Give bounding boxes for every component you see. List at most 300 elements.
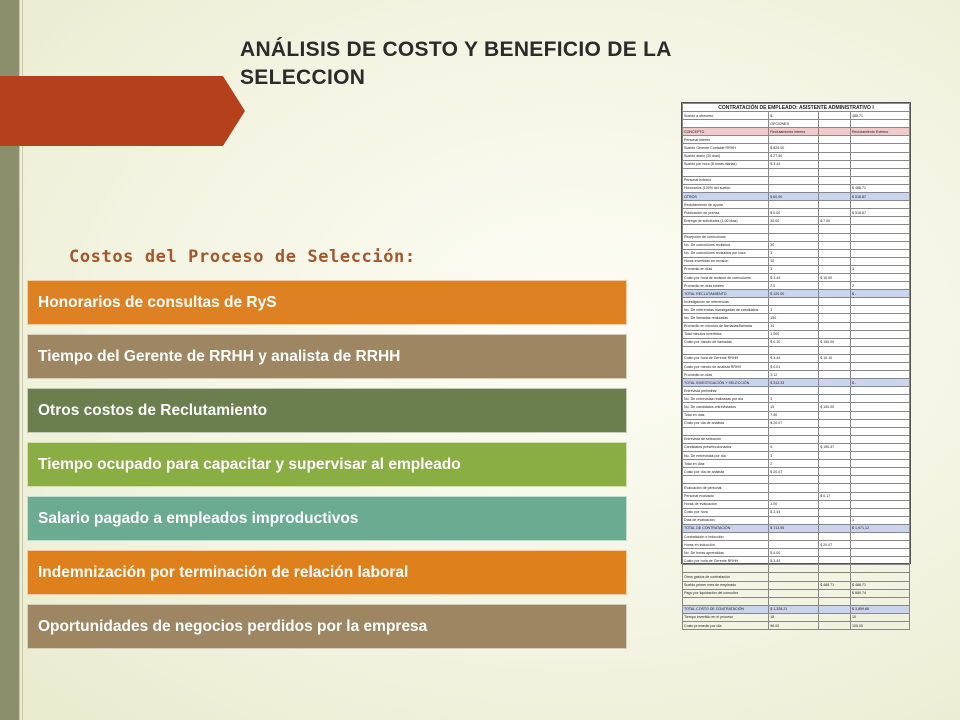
table-cell: Recepción de currículums (683, 233, 769, 241)
table-cell (850, 257, 909, 265)
table-cell: TOTAL COSTO DE CONTRATACIÓN (683, 605, 769, 613)
table-row (683, 152, 910, 160)
table-cell (769, 541, 819, 549)
table-cell (819, 193, 851, 201)
table-cell (819, 330, 851, 338)
cost-table (682, 103, 910, 630)
table-cell: 2.0 (769, 282, 819, 290)
table-cell (850, 217, 909, 225)
table-cell: $ 0.00 (769, 209, 819, 217)
table-cell (850, 346, 909, 354)
table-row (683, 298, 910, 306)
table-row (683, 176, 910, 184)
table-cell: Personal interno (683, 136, 769, 144)
table-cell: Total minutos invertidos (683, 330, 769, 338)
table-cell (769, 532, 819, 540)
table-row (683, 492, 910, 500)
table-cell: 3 (850, 265, 909, 273)
table-cell: 10 (769, 322, 819, 330)
table-row (683, 403, 910, 411)
table-cell (683, 476, 769, 484)
table-cell (769, 492, 819, 500)
cost-item-severance: Indemnización por terminación de relación laboral (27, 550, 627, 595)
table-cell (819, 565, 851, 573)
table-row (683, 443, 910, 451)
table-cell: 10 (769, 257, 819, 265)
table-cell: $ 150.00 (819, 338, 851, 346)
table-cell: 7.50 (769, 411, 819, 419)
table-row (683, 306, 910, 314)
table-cell: 3 (769, 395, 819, 403)
table-cell: Costo por hora de Gerente RRHH (683, 557, 769, 565)
table-cell: $ 10.00 (819, 273, 851, 281)
table-cell: Sueldo a ofrecerlo (683, 112, 769, 120)
table-cell (819, 557, 851, 565)
table-cell (769, 225, 819, 233)
table-cell: $ 20.07 (819, 541, 851, 549)
table-cell: $ 150.00 (819, 403, 851, 411)
table-row (683, 379, 910, 387)
table-cell (850, 541, 909, 549)
table-cell (819, 112, 851, 120)
table-row (683, 201, 910, 209)
table-cell: $ 7.00 (819, 217, 851, 225)
table-row (683, 549, 910, 557)
table-row (683, 184, 910, 192)
table-cell: Total en días (683, 411, 769, 419)
table-cell: Reclutamiento Externo (850, 128, 909, 136)
table-cell: Pago por liquidación del consultor (683, 589, 769, 597)
table-cell: Sueldo diario (30 días) (683, 152, 769, 160)
table-cell: TOTAL DE CONTRATACIÓN (683, 524, 769, 532)
table-row (683, 524, 910, 532)
table-cell (819, 241, 851, 249)
table-cell (819, 589, 851, 597)
table-row (683, 573, 910, 581)
table-cell: Personal evaluado (683, 492, 769, 500)
table-row (683, 322, 910, 330)
table-cell: $ 0.10 (769, 338, 819, 346)
table-cell (850, 144, 909, 152)
table-cell (850, 468, 909, 476)
table-cell (769, 136, 819, 144)
table-cell (819, 452, 851, 460)
table-cell (819, 225, 851, 233)
table-cell (683, 120, 769, 128)
table-cell (819, 160, 851, 168)
table-cell: 30.00 (769, 217, 819, 225)
table-row (683, 112, 910, 120)
table-row (683, 508, 910, 516)
table-cell (850, 460, 909, 468)
table-cell (819, 152, 851, 160)
table-cell: 10 (850, 613, 909, 621)
table-row (683, 460, 910, 468)
table-cell: $ 880.74 (850, 589, 909, 597)
table-cell: Investigación de referencias (683, 298, 769, 306)
table-cell: Horas invertidas en revisión (683, 257, 769, 265)
table-cell (819, 411, 851, 419)
table-cell: Candidatos preseleccionados (683, 443, 769, 451)
table-cell: Contratación e inducción (683, 532, 769, 540)
table-row (683, 144, 910, 152)
table-cell (683, 597, 769, 605)
table-cell: No. De currículums recibidos (683, 241, 769, 249)
table-cell: Costo por minuto de analista RRHH (683, 363, 769, 371)
table-cell (683, 565, 769, 573)
table-cell (819, 605, 851, 613)
table-cell: $ 3.44 (769, 557, 819, 565)
table-cell: Entrega de solicitudes (1.00 días) (683, 217, 769, 225)
table-cell (683, 427, 769, 435)
table-cell (819, 435, 851, 443)
table-cell: $ 488.71 (819, 581, 851, 589)
table-row (683, 225, 910, 233)
table-row (683, 314, 910, 322)
table-cell: Evaluación de personal (683, 484, 769, 492)
table-cell (850, 484, 909, 492)
table-cell: CONCEPTO (683, 128, 769, 136)
table-cell (819, 524, 851, 532)
table-row (683, 257, 910, 265)
table-row (683, 613, 910, 621)
table-cell (850, 500, 909, 508)
table-cell: Tiempo invertido en el proceso (683, 613, 769, 621)
table-cell: 1.00 (769, 500, 819, 508)
table-cell: 3 (769, 452, 819, 460)
table-cell (850, 387, 909, 395)
table-cell: $ 518.87 (850, 209, 909, 217)
table-cell (819, 184, 851, 192)
table-cell (850, 371, 909, 379)
table-cell (819, 468, 851, 476)
table-cell (850, 160, 909, 168)
table-row (683, 557, 910, 565)
table-row (683, 581, 910, 589)
cost-item-consultant-fees: Honorarios de consultas de RyS (27, 280, 627, 325)
table-cell: $ 150.37 (819, 443, 851, 451)
table-row (683, 565, 910, 573)
table-cell (850, 338, 909, 346)
table-cell (819, 622, 851, 630)
table-cell: $ 518.87 (850, 193, 909, 201)
table-row (683, 387, 910, 395)
table-cell (850, 435, 909, 443)
table-cell (850, 508, 909, 516)
table-cell: Costo por hora (683, 508, 769, 516)
table-cell (819, 508, 851, 516)
table-cell: 3.12 (769, 371, 819, 379)
table-cell (850, 411, 909, 419)
table-cell (819, 549, 851, 557)
table-cell (850, 532, 909, 540)
table-cell: Costo por hora de Gerente RRHH (683, 354, 769, 362)
table-cell: 488.71 (850, 112, 909, 120)
table-cell (850, 443, 909, 451)
table-cell (769, 435, 819, 443)
table-cell (769, 427, 819, 435)
table-title: CONTRATACIÓN DE EMPLEADO: ASISTENTE ADMINISTRATIVO I (683, 104, 910, 112)
table-cell (819, 128, 851, 136)
table-cell: 3 (769, 265, 819, 273)
table-cell: $ 713.95 (769, 524, 819, 532)
table-cell (819, 120, 851, 128)
table-cell (819, 427, 851, 435)
table-cell (819, 371, 851, 379)
table-cell: Horas en inducción (683, 541, 769, 549)
table-cell (850, 363, 909, 371)
table-cell: $ 27.50 (769, 152, 819, 160)
table-row (683, 411, 910, 419)
table-cell (769, 516, 819, 524)
table-cell: No. De entrevistas por día (683, 452, 769, 460)
table-cell (683, 168, 769, 176)
table-cell (850, 573, 909, 581)
table-cell (819, 136, 851, 144)
table-cell: $ 1,328.21 (769, 605, 819, 613)
table-cell (819, 322, 851, 330)
table-cell (683, 225, 769, 233)
table-row (683, 282, 910, 290)
table-row (683, 209, 910, 217)
table-cell (819, 573, 851, 581)
table-cell (769, 184, 819, 192)
table-cell (819, 201, 851, 209)
table-cell: 105.00 (850, 622, 909, 630)
table-cell (850, 452, 909, 460)
table-row (683, 516, 910, 524)
table-row (683, 484, 910, 492)
table-row (683, 233, 910, 241)
table-cell (850, 492, 909, 500)
table-cell: 1 (850, 516, 909, 524)
table-cell: Promedio en días totales (683, 282, 769, 290)
table-cell (850, 201, 909, 209)
table-cell (819, 144, 851, 152)
table-row (683, 622, 910, 630)
table-row (683, 597, 910, 605)
table-cell (819, 597, 851, 605)
cost-item-training-time: Tiempo ocupado para capacitar y supervisar al empleado (27, 442, 627, 487)
table-cell (819, 290, 851, 298)
table-cell: 30 (769, 241, 819, 249)
table-cell: $ 4.00 (769, 549, 819, 557)
table-cell (850, 225, 909, 233)
table-cell (850, 241, 909, 249)
table-cell (819, 395, 851, 403)
table-cell: 2 (769, 460, 819, 468)
table-cell (819, 613, 851, 621)
table-cell (850, 306, 909, 314)
table-cell: Total en días (683, 460, 769, 468)
table-row (683, 273, 910, 281)
table-cell: 96.00 (769, 622, 819, 630)
table-cell (769, 573, 819, 581)
table-cell (769, 201, 819, 209)
table-row (683, 330, 910, 338)
table-cell (819, 516, 851, 524)
table-cell: Promedio en días (683, 371, 769, 379)
table-cell (819, 532, 851, 540)
table-cell (819, 282, 851, 290)
table-cell (819, 168, 851, 176)
table-cell: $ 60.00 (769, 193, 819, 201)
table-cell: Promedio en días (683, 265, 769, 273)
table-cell: No. De referencias investigadas de candidatos (683, 306, 769, 314)
table-cell: $ 825.00 (769, 144, 819, 152)
table-cell: 18 (769, 613, 819, 621)
table-cell (769, 581, 819, 589)
table-row (683, 589, 910, 597)
table-row (683, 605, 910, 613)
table-cell (819, 176, 851, 184)
table-cell (850, 273, 909, 281)
table-cell (850, 403, 909, 411)
table-cell (850, 476, 909, 484)
table-row (683, 468, 910, 476)
table-cell (683, 346, 769, 354)
table-cell: $ 3,859.68 (850, 605, 909, 613)
table-row (683, 363, 910, 371)
table-row (683, 435, 910, 443)
table-cell (819, 379, 851, 387)
table-cell: $ (769, 112, 819, 120)
table-cell (850, 120, 909, 128)
table-cell (850, 427, 909, 435)
table-cell (769, 484, 819, 492)
table-cell: $ 0.01 (769, 363, 819, 371)
table-cell: No. De horas aprendidas (683, 549, 769, 557)
table-row (683, 532, 910, 540)
table-row (683, 338, 910, 346)
table-row (683, 160, 910, 168)
table-cell: Honorarios (100% del sueldo (683, 184, 769, 192)
table-cell: Reclutamiento de ayuda (683, 201, 769, 209)
cost-table-image (681, 102, 911, 628)
table-cell: $ 3.44 (769, 354, 819, 362)
table-cell (769, 176, 819, 184)
table-cell (819, 484, 851, 492)
table-cell: OPCIONES (769, 120, 819, 128)
table-cell: $ 488.71 (850, 184, 909, 192)
table-cell: $ 3.44 (769, 160, 819, 168)
table-cell (850, 176, 909, 184)
table-row (683, 120, 910, 128)
table-cell: Entrevista de selección (683, 435, 769, 443)
table-cell: Costo por día de analista (683, 468, 769, 476)
table-cell: Otros gastos de contratación (683, 573, 769, 581)
table-cell: Personal externo (683, 176, 769, 184)
table-cell (769, 387, 819, 395)
table-cell: $ 488.71 (850, 581, 909, 589)
table-cell: 5 (769, 443, 819, 451)
table-cell (819, 346, 851, 354)
table-cell (819, 500, 851, 508)
table-cell: $ 10.10 (819, 354, 851, 362)
table-cell: Promedio en minutos de llamadas/llamada (683, 322, 769, 330)
table-row (683, 193, 910, 201)
table-cell (850, 549, 909, 557)
cost-item-unproductive-salary: Salario pagado a empleados improductivos (27, 496, 627, 541)
table-cell: $ 0.17 (819, 492, 851, 500)
table-cell (850, 557, 909, 565)
cost-item-other-recruiting: Otros costos de Reclutamiento (27, 388, 627, 433)
table-cell (769, 298, 819, 306)
table-cell (769, 597, 819, 605)
section-subtitle: Costos del Proceso de Selección: (69, 247, 416, 267)
table-cell: No. De candidatos entrevistados (683, 403, 769, 411)
table-cell (819, 209, 851, 217)
table-row (683, 241, 910, 249)
table-cell (769, 346, 819, 354)
table-cell (819, 257, 851, 265)
table-cell (850, 419, 909, 427)
table-cell (819, 460, 851, 468)
table-cell: Sueldo por hora (8 horas diarias) (683, 160, 769, 168)
table-cell: $ 1,971.12 (850, 524, 909, 532)
table-cell (850, 314, 909, 322)
table-cell: Costo promedio por día (683, 622, 769, 630)
table-row (683, 249, 910, 257)
table-cell: Sueldo Gerente Contable RRHH (683, 144, 769, 152)
table-cell (850, 597, 909, 605)
table-cell (850, 322, 909, 330)
table-cell (769, 565, 819, 573)
table-cell: 3 (769, 306, 819, 314)
table-cell (819, 265, 851, 273)
table-cell (850, 330, 909, 338)
cost-item-lost-opportunities: Oportunidades de negocios perdidos por la empresa (27, 604, 627, 649)
table-cell: $ 313.33 (769, 379, 819, 387)
table-row (683, 168, 910, 176)
table-row (683, 290, 910, 298)
table-cell: Publicación de prensa (683, 209, 769, 217)
table-row (683, 395, 910, 403)
table-row (683, 354, 910, 362)
table-row (683, 136, 910, 144)
table-cell: Costo por minuto de llamadas (683, 338, 769, 346)
table-cell (819, 298, 851, 306)
cost-list (27, 280, 627, 658)
table-cell (769, 233, 819, 241)
table-cell (850, 152, 909, 160)
table-cell: Costo por hora de revisión de currículums (683, 273, 769, 281)
table-row (683, 500, 910, 508)
table-cell: No. De entrevistas realizadas por día (683, 395, 769, 403)
table-cell (769, 168, 819, 176)
table-cell (819, 476, 851, 484)
table-cell: 3 (769, 249, 819, 257)
table-cell: Entrevista preliminar (683, 387, 769, 395)
table-cell (819, 387, 851, 395)
table-cell: OTROS (683, 193, 769, 201)
table-cell: $ - (850, 290, 909, 298)
table-row (683, 346, 910, 354)
table-row (683, 476, 910, 484)
table-cell (850, 354, 909, 362)
table-cell (769, 589, 819, 597)
table-cell: 1,500 (769, 330, 819, 338)
table-cell (819, 249, 851, 257)
table-cell (819, 419, 851, 427)
table-cell: No. De currículums revisados por hora (683, 249, 769, 257)
table-row (683, 427, 910, 435)
table-cell: TOTAL RECLUTAMIENTO (683, 290, 769, 298)
title-accent-tab (0, 76, 223, 146)
table-cell: $ - (850, 379, 909, 387)
table-cell (769, 476, 819, 484)
table-cell: $ 3.44 (769, 508, 819, 516)
